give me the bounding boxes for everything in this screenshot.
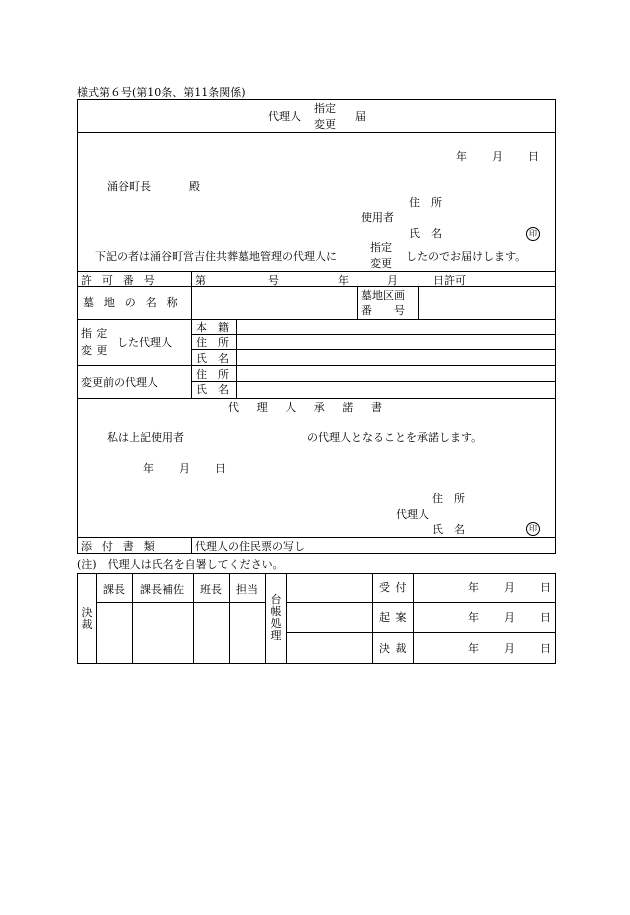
consent-date-year: 年 xyxy=(143,462,154,475)
divider xyxy=(96,573,97,664)
permit-month: 月 xyxy=(387,274,398,287)
divider xyxy=(229,573,230,664)
new-agent-address-label: 住 所 xyxy=(196,336,229,349)
statement-option-designate: 指定 xyxy=(370,241,392,254)
statement-text: 下記の者は涌谷町営吉住共葬墓地管理の代理人に xyxy=(95,250,337,263)
new-agent-change: 変更 xyxy=(81,344,112,357)
consent-address-label: 住 所 xyxy=(432,492,465,505)
approval-col-tanto: 担当 xyxy=(236,583,258,596)
grave-section-label: 墓地区画 xyxy=(361,289,405,302)
permit-dai: 第 xyxy=(195,274,206,287)
prev-agent-address-label: 住 所 xyxy=(196,368,229,381)
divider xyxy=(265,573,266,664)
title-prefix: 代理人 xyxy=(268,110,301,123)
divider xyxy=(77,132,556,133)
consent-agent-label: 代理人 xyxy=(396,508,429,521)
applicant-address-label: 住 所 xyxy=(409,196,442,209)
consent-text: 私は上記使用者 xyxy=(107,431,184,444)
title-suffix: 届 xyxy=(355,110,366,123)
step2-month: 月 xyxy=(504,611,515,624)
title-option-designate: 指定 xyxy=(314,102,336,115)
consent-title: 代理人承諾書 xyxy=(228,401,400,414)
grave-name-label: 墓地の名称 xyxy=(83,296,188,309)
consent-text-suffix: の代理人となることを承諾します。 xyxy=(307,431,483,444)
new-agent-name-label: 氏 名 xyxy=(196,352,229,365)
divider xyxy=(418,286,419,319)
divider xyxy=(413,573,414,664)
step2-day: 日 xyxy=(540,611,551,624)
statement-suffix: したのでお届けします。 xyxy=(406,250,527,263)
divider xyxy=(77,271,556,272)
divider xyxy=(77,286,556,287)
kessai-label: 決裁 xyxy=(81,606,93,631)
attachment-label: 添付書類 xyxy=(81,540,165,553)
step1-day: 日 xyxy=(540,581,551,594)
permit-go: 号 xyxy=(268,274,279,287)
divider xyxy=(286,573,287,664)
divider xyxy=(77,537,556,538)
step-uketsuke: 受付 xyxy=(379,581,412,594)
divider xyxy=(372,573,373,664)
divider xyxy=(236,319,237,398)
new-agent-designate: 指定 xyxy=(81,327,112,340)
approval-col-hancho: 班長 xyxy=(200,583,222,596)
divider xyxy=(132,573,133,664)
divider xyxy=(96,602,265,603)
step3-month: 月 xyxy=(504,642,515,655)
permit-day: 日許可 xyxy=(433,274,466,287)
step-kessai: 決裁 xyxy=(379,642,412,655)
divider xyxy=(77,365,556,366)
applicant-seal-icon: 印 xyxy=(526,227,540,241)
divider xyxy=(357,286,358,319)
ledger-label: 台帳処理 xyxy=(270,593,282,642)
step3-year: 年 xyxy=(468,642,479,655)
grave-section-number-label: 番 号 xyxy=(361,304,405,317)
new-agent-label: した代理人 xyxy=(117,336,172,349)
new-agent-honseki-label: 本 籍 xyxy=(196,321,229,334)
step-kian: 起案 xyxy=(379,611,412,624)
title-option-change: 変更 xyxy=(314,118,336,131)
step2-year: 年 xyxy=(468,611,479,624)
prev-agent-name-label: 氏 名 xyxy=(196,383,229,396)
date-day: 日 xyxy=(528,150,539,163)
approval-col-kacho-hosa: 課長補佐 xyxy=(140,583,184,596)
divider xyxy=(193,573,194,664)
divider xyxy=(191,334,556,335)
step1-month: 月 xyxy=(504,581,515,594)
divider xyxy=(286,602,556,603)
applicant-name-label: 氏 名 xyxy=(409,227,442,240)
applicant-label: 使用者 xyxy=(361,211,394,224)
permit-number-label: 許可番号 xyxy=(81,274,165,287)
consent-seal-icon: 印 xyxy=(526,522,540,536)
statement-option-change: 変更 xyxy=(370,257,392,270)
date-year: 年 xyxy=(456,150,467,163)
date-month: 月 xyxy=(492,150,503,163)
divider xyxy=(286,632,556,633)
divider xyxy=(191,381,556,382)
addressee-honorific: 殿 xyxy=(189,180,200,193)
consent-date-day: 日 xyxy=(215,462,226,475)
permit-year: 年 xyxy=(338,274,349,287)
form-number: 様式第６号(第10条、第11条関係) xyxy=(77,86,246,99)
attachment-value: 代理人の住民票の写し xyxy=(195,540,305,553)
consent-date-month: 月 xyxy=(179,462,190,475)
divider xyxy=(77,398,556,399)
divider xyxy=(191,537,192,554)
prev-agent-label: 変更前の代理人 xyxy=(81,376,158,389)
step1-year: 年 xyxy=(468,581,479,594)
approval-col-kacho: 課長 xyxy=(103,583,125,596)
divider xyxy=(191,349,556,350)
step3-day: 日 xyxy=(540,642,551,655)
consent-name-label: 氏 名 xyxy=(432,523,465,536)
addressee-name: 涌谷町長 xyxy=(107,180,151,193)
divider xyxy=(77,319,556,320)
form-frame xyxy=(77,99,556,554)
note: (注) 代理人は氏名を自署してください。 xyxy=(77,558,284,571)
